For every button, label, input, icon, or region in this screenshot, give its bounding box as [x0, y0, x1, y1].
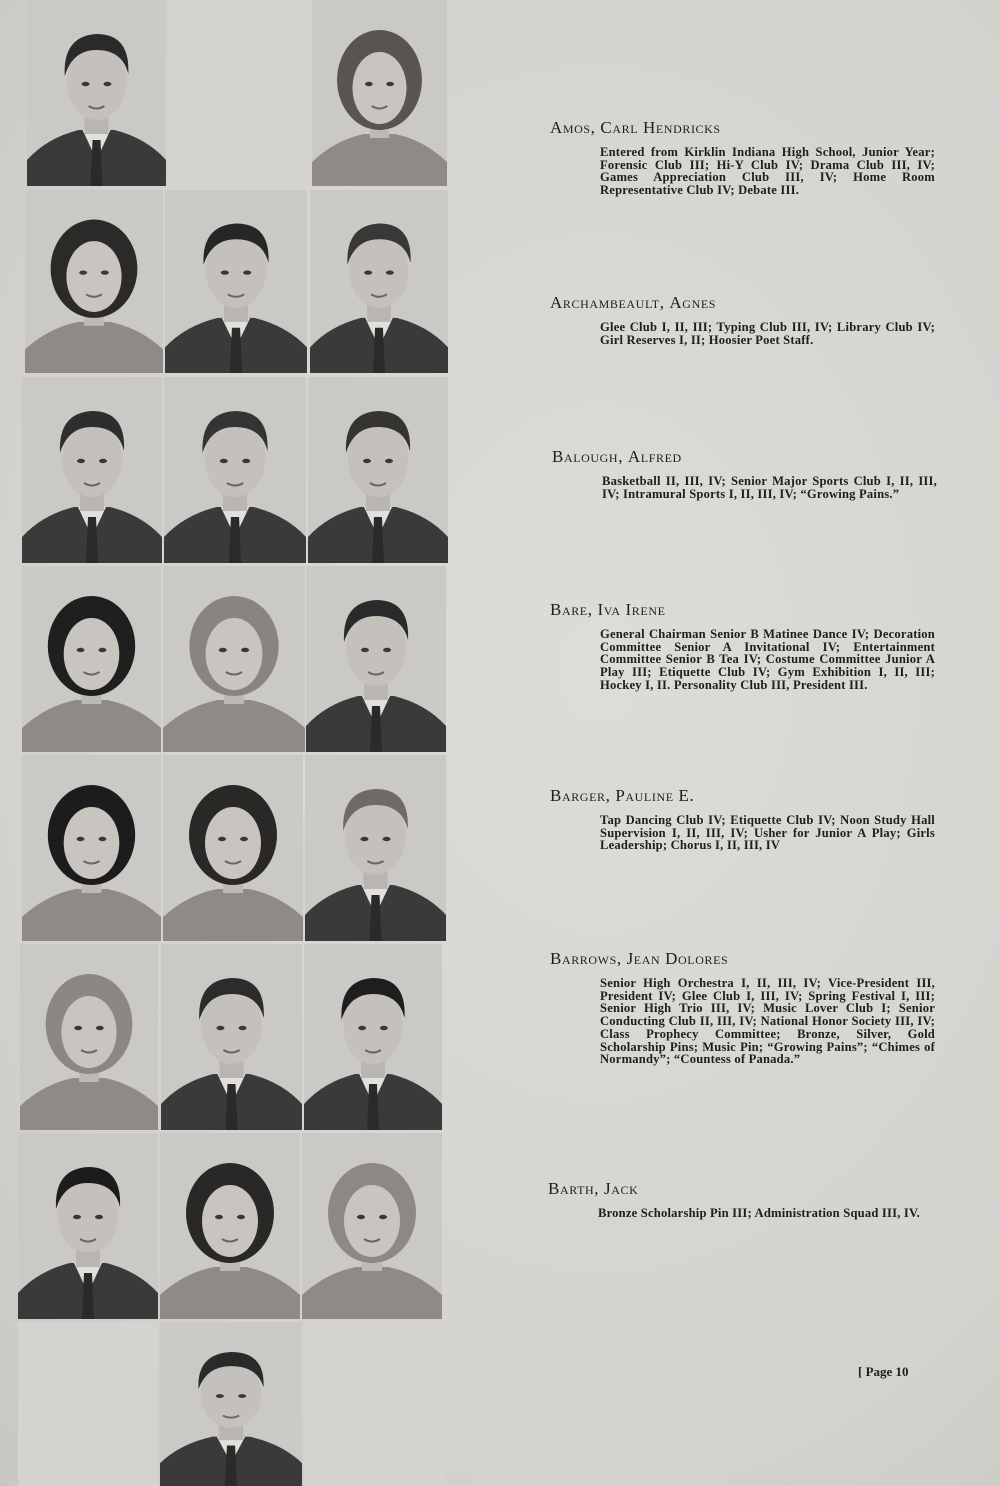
student-portrait: [22, 755, 161, 941]
student-portrait: [164, 377, 306, 563]
student-entry-archambeault: [550, 293, 935, 346]
student-name: Barrows, Jean Dolores: [550, 949, 729, 968]
student-activities: Bronze Scholarship Pin III; Administration Squad III, IV.: [598, 1206, 921, 1220]
student-portrait: [304, 944, 442, 1130]
student-activities: Tap Dancing Club IV; Etiquette Club IV; Noon Study Hall Supervision I, II, III, IV; Usher for Junior A Play; Girls Leadership; Chorus I, II, III, IV: [600, 813, 935, 853]
student-activities: Entered from Kirklin Indiana High School, Junior Year; Forensic Club III; Hi-Y Club IV; Drama Club III, IV; Games Appreciation Club III, IV; Home Room Representative Club IV; Debate III.: [600, 145, 935, 198]
student-name: Barger, Pauline E.: [550, 786, 695, 805]
student-portrait: [305, 755, 446, 941]
student-name: Balough, Alfred: [552, 447, 682, 466]
portrait-grid: [0, 0, 460, 1486]
page-number: [ Page 10: [858, 1364, 909, 1379]
student-portrait: [20, 944, 158, 1130]
student-entry-barth: [548, 1179, 933, 1220]
student-portrait: [306, 566, 446, 752]
student-portrait: [161, 944, 302, 1130]
student-entry-barrows: [550, 949, 935, 1066]
student-activities: Basketball II, III, IV; Senior Major Sports Club I, II, III, IV; Intramural Sports I, II, III, IV; “Growing Pains.”: [602, 474, 937, 501]
student-entry-barger: [550, 786, 935, 852]
student-activities: Glee Club I, II, III; Typing Club III, IV; Library Club IV; Girl Reserves I, II; Hoosier Poet Staff.: [600, 320, 935, 347]
student-name: Archambeault, Agnes: [550, 293, 717, 312]
student-portrait: [308, 377, 448, 563]
student-portrait: [27, 0, 166, 186]
student-entry-bare: [550, 600, 935, 692]
student-activities: Senior High Orchestra I, II, III, IV; Vice-President III, President IV; Glee Club I, III, IV; Spring Festival I, III; Senior High Trio III, IV; Music Lover Club I; Senior Conducting Club II, III, IV; National Honor Society III, IV; Class Prophecy Committee; Bronze, Silver, Gold Scholarship Pins; Music Pin; “Growing Pains”; “Chimes of Normandy”; “Countess of Panada.”: [600, 976, 935, 1067]
student-name: Barth, Jack: [548, 1179, 639, 1198]
student-portrait: [312, 0, 447, 186]
student-portrait: [163, 755, 303, 941]
student-portrait: [310, 190, 448, 373]
student-portrait: [18, 1133, 158, 1319]
student-portrait: [160, 1133, 300, 1319]
student-name: Bare, Iva Irene: [550, 600, 666, 619]
student-activities: General Chairman Senior B Matinee Dance IV; Decoration Committee Senior A Invitational IV; Entertainment Committee Senior B Tea IV; Costume Committee Junior A Play III; Etiquette Club IV; Gym Exhibition I, II, III; Hockey I, II. Personality Club III, President III.: [600, 627, 935, 692]
empty-photo-slot: [168, 0, 309, 186]
student-portrait: [163, 566, 305, 752]
student-portrait: [160, 1322, 302, 1486]
student-entry-balough: [552, 447, 937, 500]
student-name: Amos, Carl Hendricks: [550, 118, 721, 137]
empty-photo-slot: [304, 1322, 444, 1486]
student-portrait: [165, 190, 307, 373]
student-portrait: [302, 1133, 442, 1319]
empty-photo-slot: [18, 1322, 158, 1486]
student-portrait: [22, 377, 162, 563]
student-portrait: [25, 190, 163, 373]
student-entry-amos: [550, 118, 935, 197]
student-portrait: [22, 566, 161, 752]
